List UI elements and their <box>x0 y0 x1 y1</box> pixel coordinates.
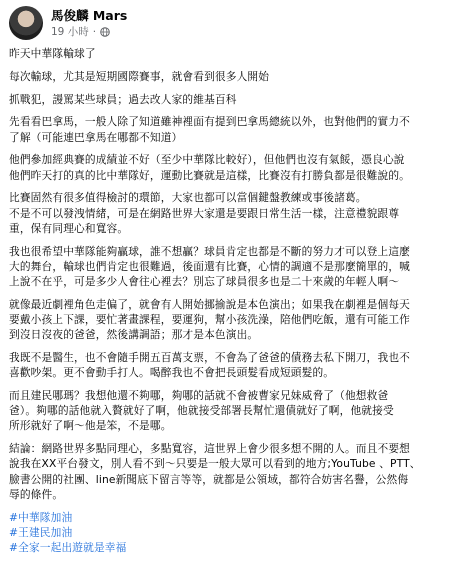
hashtag-link[interactable]: #王建民加油 <box>9 525 73 539</box>
post-meta <box>51 8 127 39</box>
post-paragraph: 先看看巴拿馬，一般人除了知道雖神裡面有提到巴拿馬總統以外，也對他們的實力不 了解（可能連巴拿馬在哪都不知道） <box>9 115 410 144</box>
hashtag-link[interactable]: #中華隊加油 <box>9 510 73 524</box>
post-paragraph: 他們參加經典賽的成績並不好（至少中華隊比較好），但他們也沒有氣餒，憑良心說 他們昨天打的真的比中華隊好，運動比賽就是這樣，比賽沒有打勝負都是很難說的。 <box>9 153 410 182</box>
post-paragraph: 結論：網路世界多點同理心，多點寬容，這世界上會少很多想不開的人。而且不要想 說我在XX平台發文，別人看不到～只要是一般大眾可以看到的地方;YouTube 、PTT、 臉書公開的社團、line新聞底下留言等等，就都是公領域，都符合妨害名譽，公然侮 辱的條件。 <box>9 442 421 501</box>
avatar[interactable] <box>9 6 43 40</box>
post-timestamp[interactable]: 19 小時 <box>51 25 89 38</box>
hashtag-list <box>9 510 454 556</box>
post-header <box>9 6 454 40</box>
time-row <box>51 25 127 39</box>
post-paragraph: 比賽固然有很多值得檢討的環節，大家也都可以當個鍵盤教練或事後諸葛。 不是不可以發洩情緒，可是在網路世界大家還是要跟日常生活一樣，注意禮貌跟尊 重，保有同理心和寬容。 <box>9 191 400 235</box>
post-content <box>9 46 454 555</box>
post-paragraph: 而且建民哪瑪？我想他還不夠哪，夠哪的話就不會被曹家兄妹威脅了（他想救爸 爸）。夠哪的話他就入贅就好了啊，他就接受部署長幫忙還債就好了啊，他就接受 所形就好了啊～他是笨，不是哪。 <box>9 389 394 433</box>
post-paragraph: 抓戰犯，謾罵某些球員；過去改人家的維基百科 <box>9 92 237 106</box>
separator-dot: · <box>92 25 97 38</box>
post-paragraph: 我也很希望中華隊能夠贏球，誰不想贏？球員肯定也都是不斷的努力才可以登上這麼 大的舞台，輸球也們肯定也很難過，後面還有比賽，心情的調適不是那麼簡單的，喊 上說不在乎，可是多少人會往心裡去？別忘了球員很多也是二十來歲的年輕人啊～ <box>9 244 410 288</box>
globe-icon <box>100 27 110 37</box>
post-paragraph: 每次輸球，尤其是短期國際賽事，就會看到很多人開始 <box>9 69 270 83</box>
post-paragraph: 就像最近劇裡角色走偏了，就會有人開始挪揄說是本色演出；如果我在劇裡是個每天 要戴小孩上下課，要忙著畫課程，要運狗，幫小孩洗澡，陪他們吃飯，還有可能工作 到沒日沒夜的爸爸，然後講調語；那才是本色演出。 <box>9 297 410 342</box>
post-paragraph: 我既不是醫生，也不會隨手開五百萬支票，不會為了爸爸的債務去私下開刀，我也不 喜歡吵架。更不會動手打人。喝醉我也不會把長頭髮看成短頭髮的。 <box>9 351 410 380</box>
hashtag-link[interactable]: #全家一起出遊就是幸福 <box>9 541 127 555</box>
post-paragraph: 昨天中華隊輸球了 <box>9 47 96 60</box>
author-name[interactable]: 馬俊麟 Mars <box>51 7 128 23</box>
